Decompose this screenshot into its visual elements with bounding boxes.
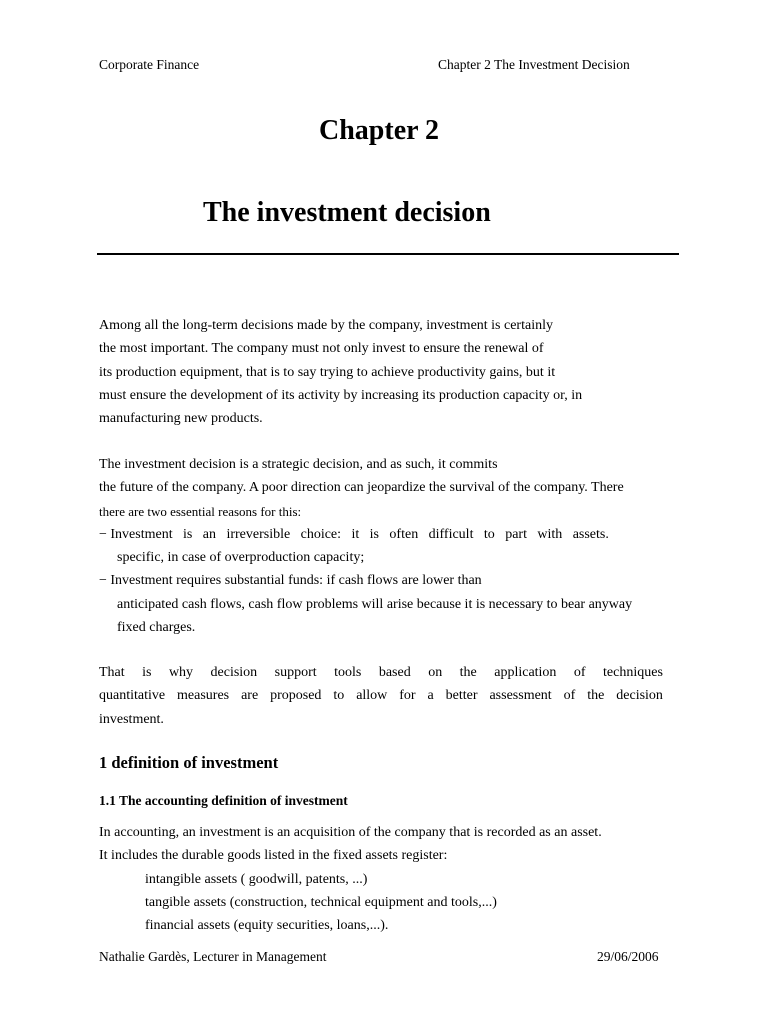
word: is [369,526,379,542]
word: with [537,526,563,542]
word: on [428,665,443,680]
word: based [378,665,411,680]
word: tools [334,665,362,680]
word: for [399,688,416,704]
tools-line [99,684,663,707]
subsection-heading: 1.1 The accounting definition of investment [99,793,348,808]
bullet-funds-cont: fixed charges. [117,620,196,636]
strategic-paragraph [99,453,681,639]
intro-line: Among all the long-term decisions made by the company, investment is certainly [99,318,553,333]
word: to [333,688,345,704]
strategic-line: the future of the company. A poor direction can jeopardize the survival of the company. There [99,480,624,496]
asset-item: intangible assets ( goodwill, patents, ...) [145,871,368,887]
word: is [183,526,193,542]
intro-line: must ensure the development of its activity by increasing its production capacity or, in [99,387,583,403]
bullet-funds: − Investment requires substantial funds: if cash flows are lower than [99,573,482,589]
word: proposed [270,688,322,704]
header-right: Chapter 2 The Investment Decision [438,57,630,72]
word: irreversible [226,526,291,542]
asset-item: tangible assets (construction, technical equipment and tools,...) [145,894,497,910]
word: support [274,665,317,680]
strategic-line: The investment decision is a strategic decision, and as such, it commits [99,457,498,472]
chapter-subtitle: The investment decision [203,197,491,228]
intro-line: the most important. The company must not only invest to ensure the renewal of [99,341,544,357]
word: better [445,688,478,704]
word: is [142,665,152,680]
tools-line: investment. [99,711,164,727]
intro-line: its production equipment, that is to say trying to achieve productivity gains, but it [99,364,556,380]
section-heading: 1 definition of investment [99,753,279,772]
asset-item: financial assets (equity securities, loans,...). [145,918,389,934]
word: a [427,688,434,704]
word: quantitative [99,688,166,704]
bullet-irreversible-cont: specific, in case of overproduction capacity; [117,550,365,566]
word: assets. [572,526,609,542]
intro-line: manufacturing new products. [99,411,263,427]
word: − Investment [99,526,173,542]
title-rule [97,253,679,255]
word: of [563,688,576,704]
header-left: Corporate Finance [99,57,200,72]
footer-date: 29/06/2006 [597,949,659,964]
word: often [389,526,419,542]
tools-line [99,661,663,684]
strategic-line: there are two essential reasons for this: [99,503,302,519]
bullet-irreversible [99,523,609,546]
word: application [494,665,557,680]
word: That [99,665,125,680]
word: are [241,688,259,704]
section1-line: In accounting, an investment is an acquisition of the company that is recorded as an asset. [99,825,602,840]
word: choice: [300,526,342,542]
footer-author: Nathalie Gardès, Lecturer in Management [99,949,327,964]
word: measures [177,688,230,704]
word: part [505,526,527,542]
bullet-funds-cont: anticipated cash flows, cash flow problems will arise because it is necessary to bear anyway [117,596,633,612]
tools-paragraph [99,661,663,731]
section1-body [99,821,602,937]
word: decision [210,665,258,680]
word: techniques [603,665,663,680]
word: assessment [489,688,552,704]
intro-paragraph [99,314,582,430]
word: it [351,526,360,542]
word: an [202,526,217,542]
word: allow [356,688,388,704]
section1-line: It includes the durable goods listed in the fixed assets register: [99,848,448,864]
word: why [168,665,194,680]
word: difficult [428,526,474,542]
word: the [587,688,605,704]
word: decision [616,688,663,704]
word: of [573,665,586,680]
word: to [483,526,495,542]
word: the [459,665,477,680]
chapter-title: Chapter 2 [319,115,440,146]
